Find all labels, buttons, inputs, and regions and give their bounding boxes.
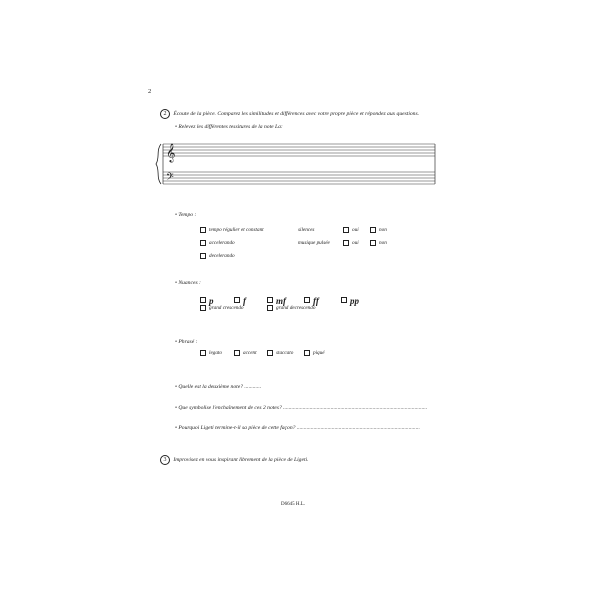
grand-crescendo-option[interactable]: grand crescendo [200,305,244,311]
page-number: 2 [148,88,152,95]
checkbox[interactable] [234,350,240,356]
checkbox[interactable] [343,227,349,233]
checkbox[interactable] [304,297,310,303]
notes-instruction: • Relevez les différentes tessitures de la note La: [175,124,283,130]
bass-clef-icon: 𝄢 [166,171,174,185]
checkbox[interactable] [267,350,273,356]
checkbox[interactable] [267,297,273,303]
pulse-no[interactable]: non [370,240,387,246]
tempo-label: • Tempo : [175,212,197,218]
question-3 [160,455,308,465]
checkbox[interactable] [304,350,310,356]
grand-staff [155,138,440,190]
question-number-3: 3 [160,455,170,465]
tempo-option-accelerando[interactable]: accelerando [200,240,235,246]
checkbox[interactable] [370,227,376,233]
phrase-accent[interactable]: accent [234,350,257,356]
checkbox[interactable] [234,297,240,303]
checkbox[interactable] [267,305,273,311]
dynamic-ff[interactable]: ff [304,291,319,309]
silences-yes[interactable]: oui [343,227,359,233]
silences-label: silences [298,227,315,233]
dynamic-pp[interactable]: pp [341,291,359,309]
question-2 [160,109,419,119]
silences-no[interactable]: non [370,227,387,233]
pulse-yes[interactable]: oui [343,240,359,246]
question-second-note[interactable]: • Quelle est la deuxième note? ............ [175,384,262,390]
tempo-option-decelerando[interactable]: decelerando [200,253,235,259]
tempo-option-regular[interactable]: tempo régulier et constant [200,227,264,233]
footer-code: D6645 H.L. [281,502,306,507]
checkbox[interactable] [343,240,349,246]
phrase-legato[interactable]: legato [200,350,222,356]
question-symbol[interactable]: • Que symbolise l'enchaînement de ces 2 notes? ....................................................................................................... [175,405,428,411]
checkbox[interactable] [200,253,206,259]
question-number-2: 2 [160,109,170,119]
checkbox[interactable] [341,297,347,303]
checkbox[interactable] [200,227,206,233]
checkbox[interactable] [200,297,206,303]
question-2-text: Écoute de la pièce. Comparez les similitudes et différences avec votre propre pièce et répondez aux questions. [173,111,420,117]
brace-icon [156,144,161,184]
treble-clef-icon: 𝄞 [166,143,176,162]
dynamic-p[interactable]: p [200,291,214,309]
question-3-text: Improvisez en vous inspirant librement de la pièce de Ligeti. [173,457,309,463]
checkbox[interactable] [200,350,206,356]
phrase-staccato[interactable]: staccato [267,350,293,356]
checkbox[interactable] [370,240,376,246]
phrase-pique[interactable]: piqué [304,350,325,356]
checkbox[interactable] [200,305,206,311]
dynamic-mf[interactable]: mf [267,291,286,309]
question-ligeti-ending[interactable]: • Pourquoi Ligeti termine-t-il sa pièce de cette façon? ........................................................................................ [175,425,420,431]
checkbox[interactable] [200,240,206,246]
nuances-label: • Nuances : [175,280,201,286]
pulse-label: musique pulsée [298,240,330,246]
dynamic-f[interactable]: f [234,291,246,309]
phrase-label: • Phrasé : [175,339,198,345]
grand-decrescendo-option[interactable]: grand decrescendo [267,305,315,311]
